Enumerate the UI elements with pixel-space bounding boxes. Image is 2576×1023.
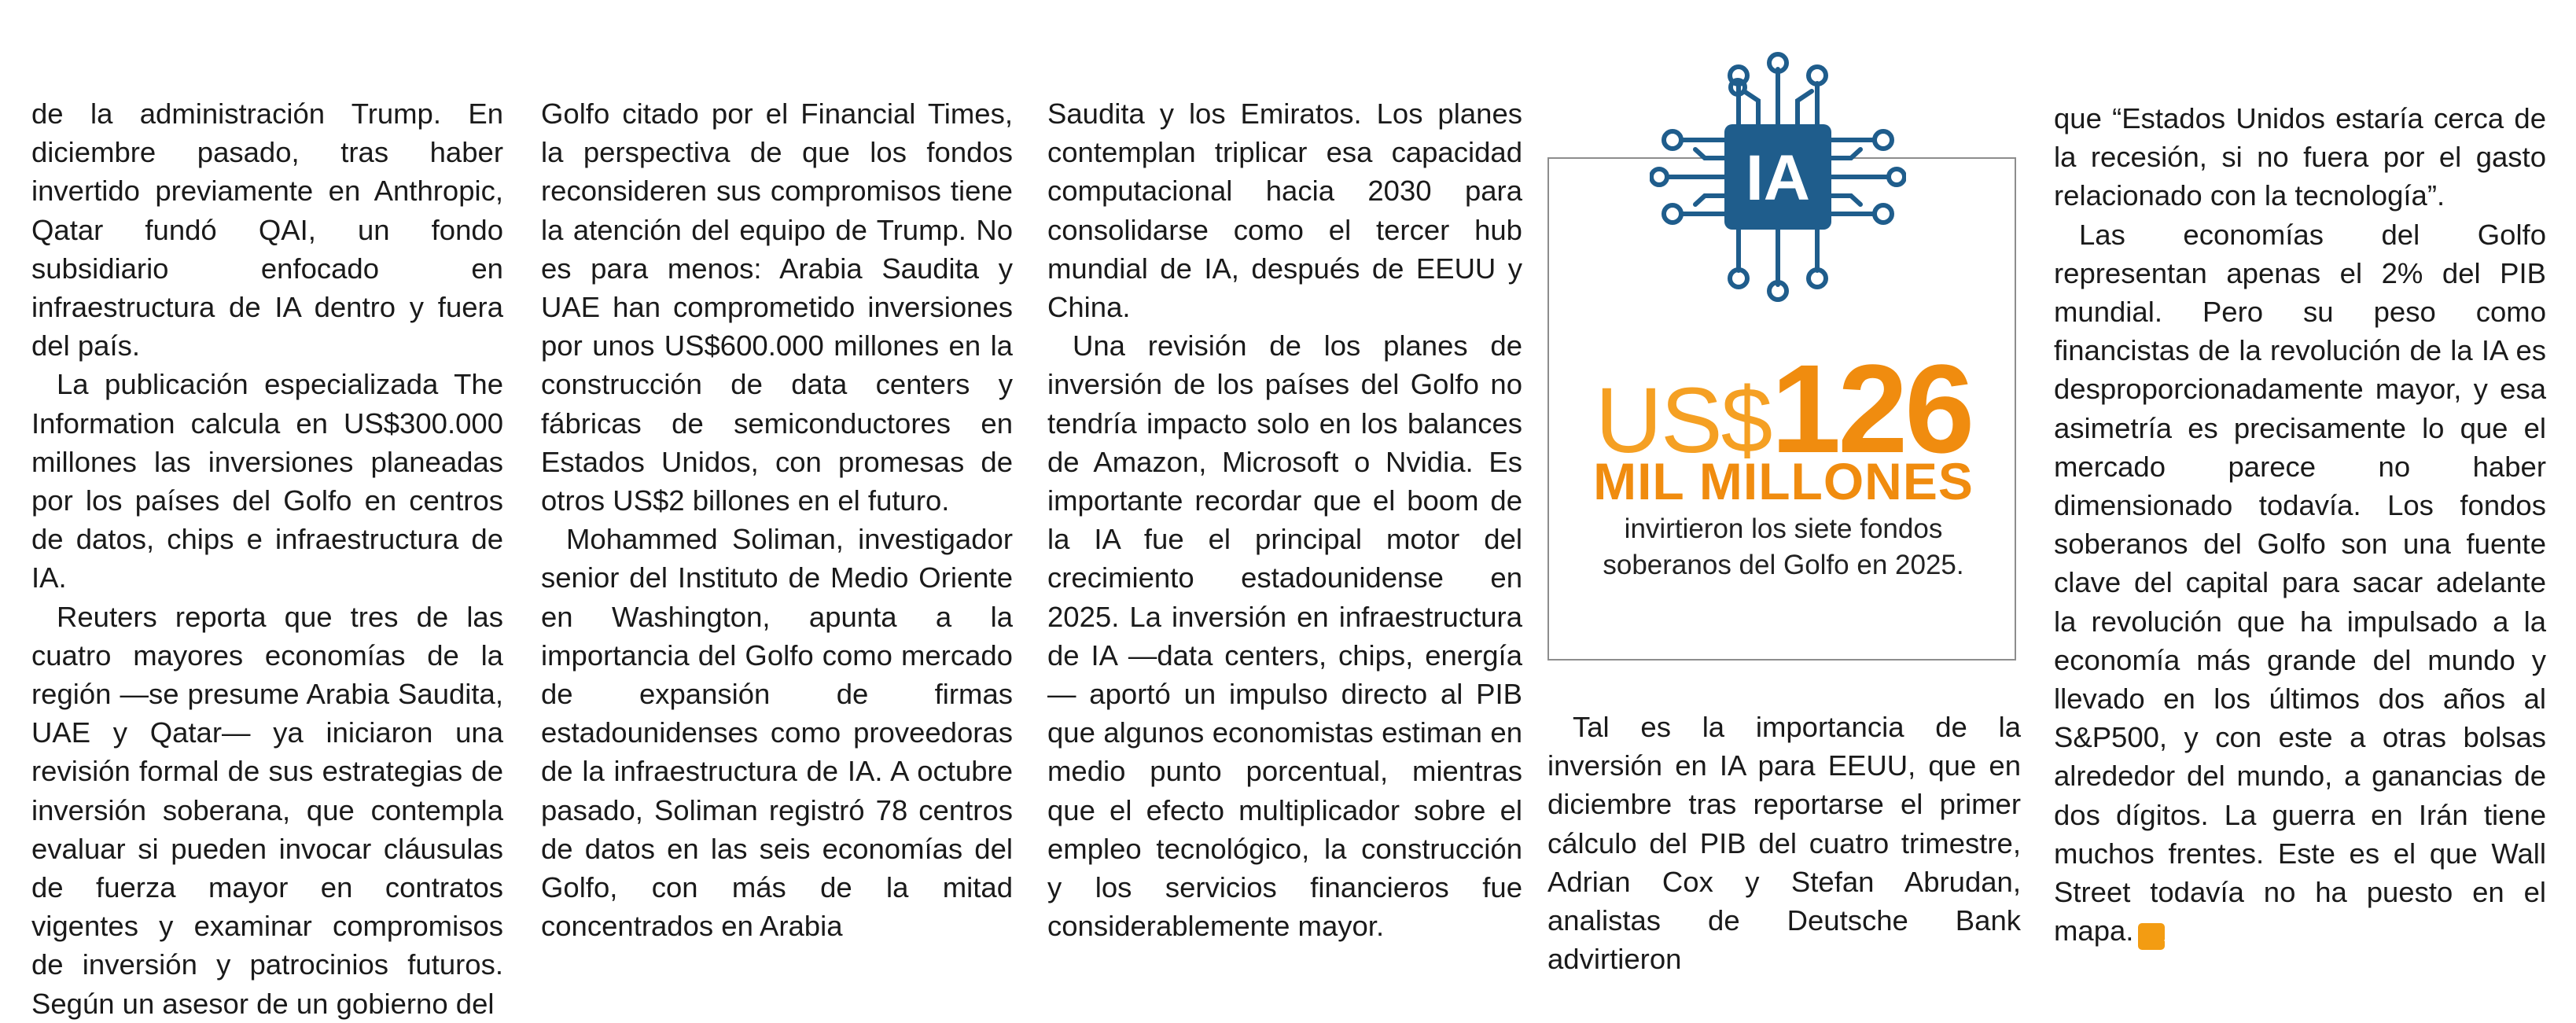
article-column-5 — [2054, 99, 2546, 950]
article-column-4 — [1547, 708, 2021, 978]
currency-symbol: US$ — [1595, 369, 1772, 473]
paragraph: Golfo citado por el Financial Times, la perspectiva de que los fondos reconsideren sus compromisos tiene la atención del equipo de Trump. No es para menos: Arabia Saudita y UAE han comprometido inversiones por unos US$600.000 millones en la construcción de data centers y fábricas de semiconductores en Estados Unidos, con promesas de otros US$2 billones en el futuro. — [541, 98, 1013, 517]
amount-unit: MIL MILLONES — [1593, 452, 1974, 510]
svg-text:IA: IA — [1746, 142, 1810, 214]
paragraph: que “Estados Unidos estaría cerca de la recesión, si no fuera por el gasto relacionado con la tecnología”. — [2054, 102, 2546, 212]
paragraph: Reuters reporta que tres de las cuatro mayores economías de la región —se presume Arabia Saudita, UAE y Qatar— ya iniciaron una revisión formal de sus estrategias de inversión soberana, que contempla evaluar si pueden invocar cláusulas de fuerza mayor en contratos vigentes y examinar compromisos de inversión y patrocinios futuros. Según un asesor de un gobierno del — [31, 600, 503, 1020]
amount-value: 126 — [1771, 338, 1972, 479]
paragraph: Mohammed Soliman, investigador senior del Instituto de Medio Oriente en Washington, apunta a la importancia del Golfo como mercado de expansión de firmas estadounidenses como proveedoras de la infraestructura de IA. A octubre pasado, Soliman registró 78 centros de datos en las seis economías del Golfo, con más de la mitad concentrados en Arabia — [541, 523, 1013, 943]
paragraph: Tal es la importancia de la inversión en IA para EEUU, que en diciembre tras reportarse el primer cálculo del PIB del cuatro trimestre, Adrian Cox y Stefan Abrudan, analistas de Deutsche Bank advirtieron — [1547, 711, 2021, 976]
paragraph-text: Las economías del Golfo representan apenas el 2% del PIB mundial. Pero su peso como financistas de la revolución de la IA es desproporcionadamente mayor, y esa asimetría es precisamente lo que el mercado parece no haber dimensionado todavía. Los fondos soberanos del Golfo son una fuente clave del capital para sacar adelante la revolución que ha impulsado a la economía más grande del mundo y llevado en los últimos dos años al S&P500, y con este a otras bolsas alrededor del mundo, a ganancias de dos dígitos. La guerra en Irán tiene muchos frentes. Este es el que Wall Street todavía no ha puesto en el mapa. — [2054, 218, 2546, 948]
ai-chip-icon — [1650, 52, 1906, 302]
article-column-1 — [31, 94, 503, 1023]
article-column-3 — [1047, 94, 1522, 945]
paragraph: La publicación especializada The Information calcula en US$300.000 millones las inversiones planeadas por los países del Golfo en centros de datos, chips e infraestructura de IA. — [31, 368, 503, 594]
end-mark-icon: S — [2138, 923, 2165, 950]
paragraph: Una revisión de los planes de inversión de los países del Golfo no tendría impacto solo en los balances de Amazon, Microsoft o Nvidia. Es importante recordar que el boom de la IA fue el principal motor del crecimiento estadounidense en 2025. La inversión en infraestructura de IA —data centers, chips, energía— aportó un impulso directo al PIB que algunos economistas estiman en medio punto porcentual, mientras que el efecto multiplicador sobre el empleo tecnológico, la construcción y los servicios financieros fue considerablemente mayor. — [1047, 329, 1522, 943]
article-column-2 — [541, 94, 1013, 945]
infobox-caption: invirtieron los siete fondos soberanos del Golfo en 2025. — [1603, 513, 1964, 580]
paragraph: Saudita y los Emiratos. Los planes contemplan triplicar esa capacidad computacional hacia 2030 para consolidarse como el tercer hub mundial de IA, después de EEUU y China. — [1047, 98, 1522, 324]
paragraph — [2054, 215, 2546, 951]
paragraph: de la administración Trump. En diciembre pasado, tras haber invertido previamente en Anthropic, Qatar fundó QAI, un fondo subsidiario enfocado en infraestructura de IA dentro y fuera del país. — [31, 98, 503, 362]
